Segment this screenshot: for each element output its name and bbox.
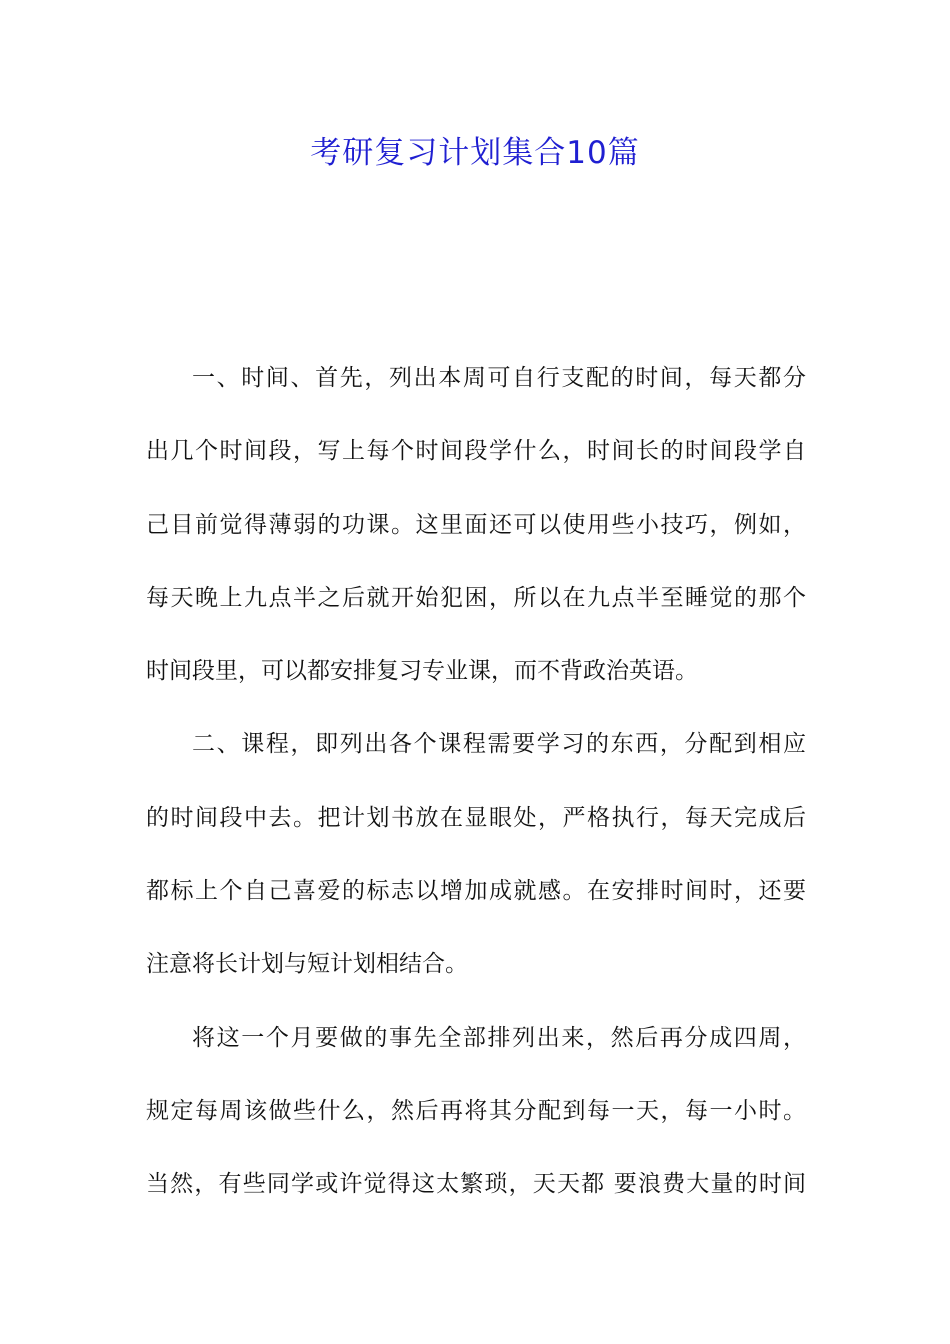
paragraph-line: 注意将长计划与短计划相结合。 [146, 951, 468, 978]
paragraph-line: 时间段里，可以都安排复习专业课，而不背政治英语。 [146, 658, 698, 685]
paragraph-courses [146, 708, 806, 1001]
paragraph-line: 将这一个月要做的事先全部排列出来，然后再分成四周， [192, 1024, 806, 1051]
paragraph-line: 二、课程，即列出各个课程需要学习的东西，分配到相应 [192, 731, 806, 758]
paragraph-line: 规定每周该做些什么，然后再将其分配到每一天，每一小时。 [146, 1097, 806, 1124]
document-title: 考研复习计划集合10篇 [310, 135, 640, 171]
paragraph-line: 都标上个自己喜爱的标志以增加成就感。在安排时间时，还要 [146, 878, 806, 905]
paragraph-line: 己目前觉得薄弱的功课。这里面还可以使用些小技巧，例如， [146, 511, 806, 538]
paragraph-line: 每天晚上九点半之后就开始犯困，所以在九点半至睡觉的那个 [146, 584, 806, 611]
paragraph-line: 一、时间、首先，列出本周可自行支配的时间，每天都分 [192, 365, 806, 391]
paragraph-line: 的时间段中去。把计划书放在显眼处，严格执行，每天完成后 [146, 804, 806, 831]
paragraph-line: 当然，有些同学或许觉得这太繁琐，天天都 要浪费大量的时间 [146, 1171, 806, 1198]
paragraph-monthly-plan [146, 1002, 806, 1222]
paragraph-line: 出几个时间段，写上每个时间段学什么，时间长的时间段学自 [146, 438, 806, 465]
document-body [146, 342, 806, 1222]
paragraph-time [146, 342, 806, 708]
